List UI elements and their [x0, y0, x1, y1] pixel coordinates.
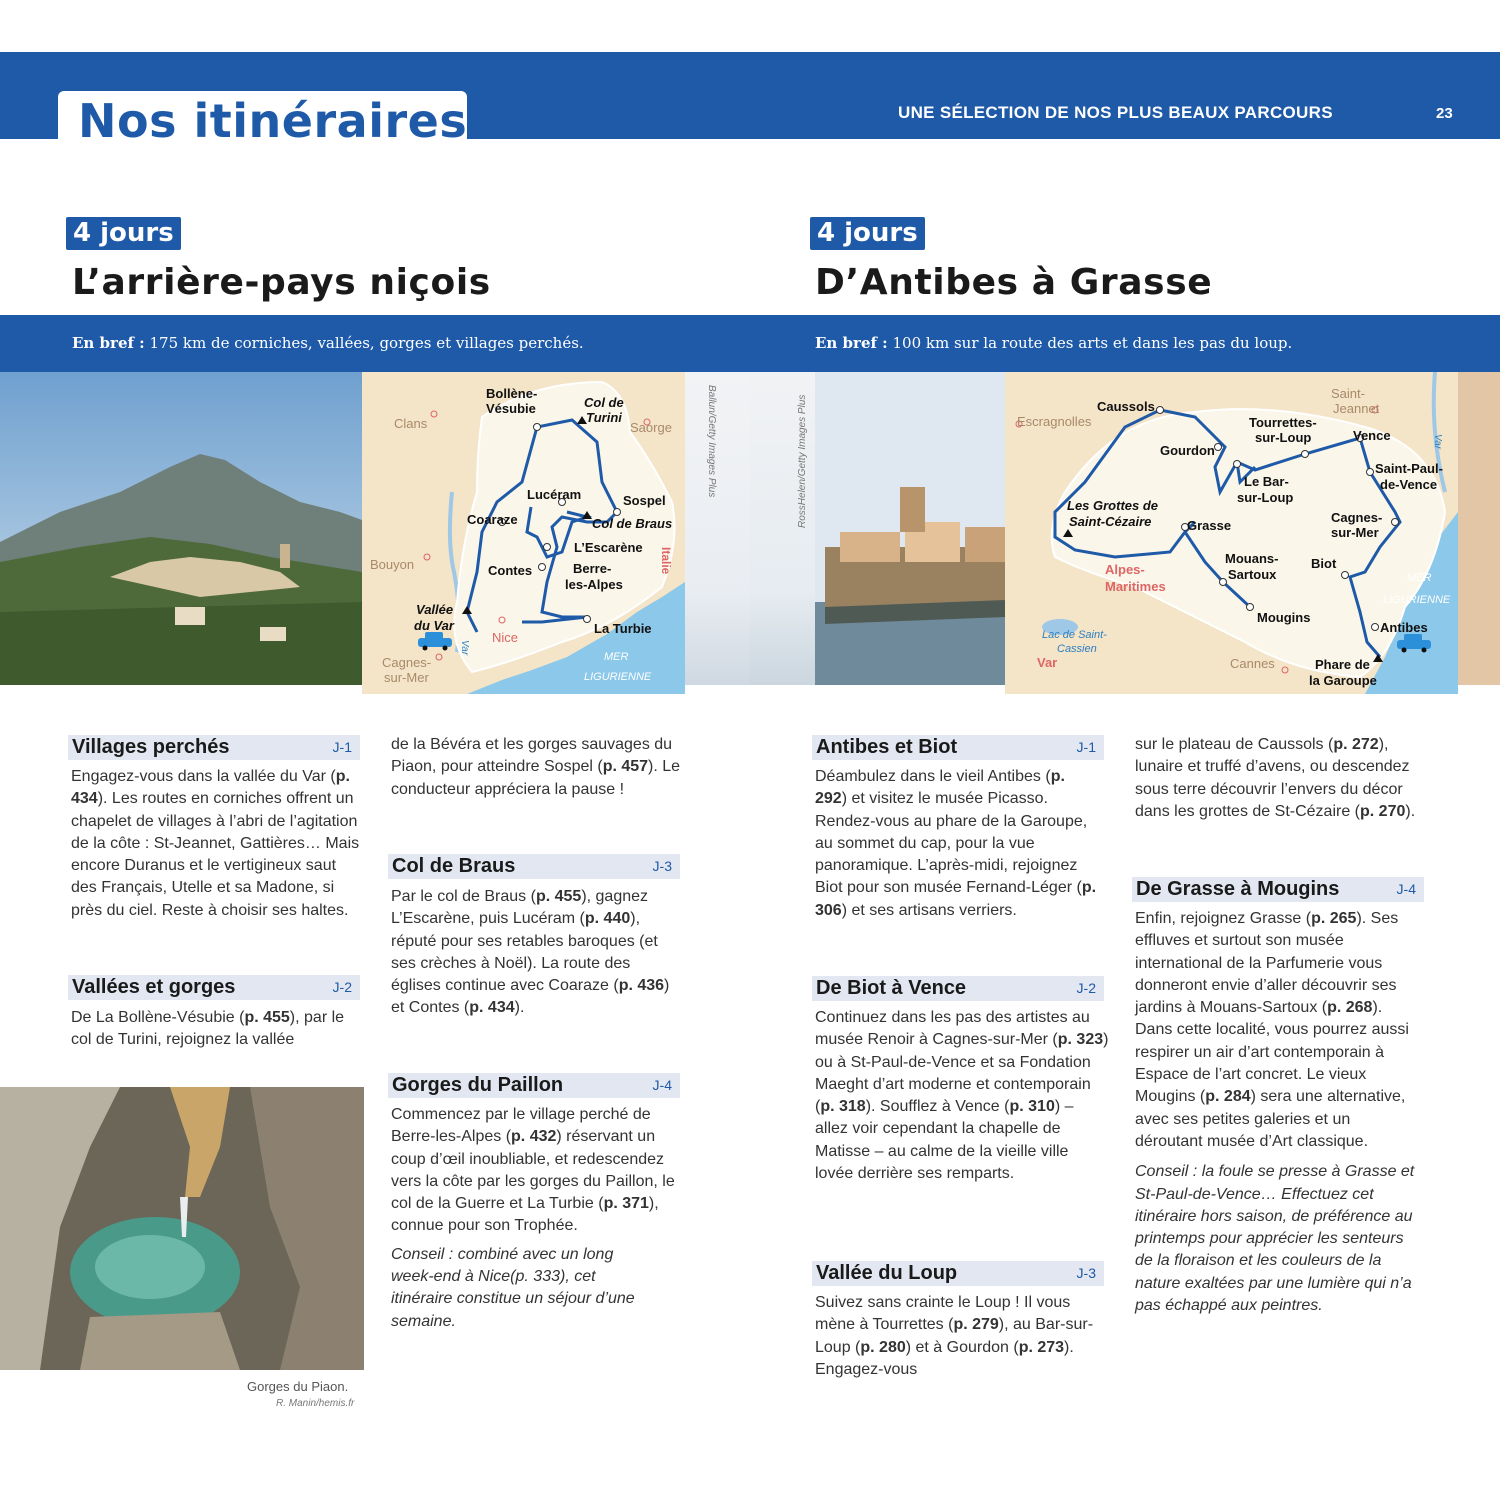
- map-label: Vence: [1353, 428, 1391, 443]
- day-title: Vallée du Loup: [816, 1262, 958, 1284]
- map-label: Mougins: [1257, 610, 1311, 625]
- day-title: Vallées et gorges: [72, 976, 236, 998]
- day-number: J-4: [652, 1077, 672, 1093]
- brief-bar: [752, 315, 1500, 372]
- photo-caption: Gorges du Piaon.: [247, 1379, 349, 1394]
- day-number: J-3: [652, 858, 672, 874]
- day-heading: [388, 854, 680, 879]
- day-title: Antibes et Biot: [816, 736, 958, 758]
- route-map: [1005, 372, 1458, 694]
- day-number: J-1: [1076, 739, 1096, 755]
- map-label: Jeannet: [1333, 401, 1380, 416]
- map-label: Biot: [1311, 556, 1337, 571]
- day-number: J-4: [1396, 881, 1416, 897]
- day-heading: [812, 735, 1104, 760]
- header-subtitle: UNE SÉLECTION DE NOS PLUS BEAUX PARCOURS: [898, 103, 1333, 122]
- day-heading: [812, 976, 1104, 1001]
- map-label: La Turbie: [594, 621, 652, 636]
- day-number: J-1: [332, 739, 352, 755]
- map-label: Cagnes-: [1331, 510, 1383, 525]
- map-label: Italie: [659, 547, 673, 575]
- photo-edge: [1458, 372, 1500, 685]
- map-label: Clans: [394, 416, 428, 431]
- map-label: Saint-: [1331, 386, 1365, 401]
- map-label: sur-Loup: [1237, 490, 1294, 505]
- map-label: la Garoupe: [1309, 673, 1377, 688]
- map-label: Saint-Paul-: [1375, 461, 1443, 476]
- map-label: Nice: [492, 630, 519, 645]
- map-label: Berre-: [573, 561, 612, 576]
- day-heading: [1132, 877, 1424, 902]
- map-label: Escragnolles: [1017, 414, 1092, 429]
- day-heading: [812, 1261, 1104, 1286]
- map-label: Saorge: [630, 420, 672, 435]
- tip-text: Conseil : la foule se presse à Grasse et St-Paul-de-Vence… Effectuez cet itinéraire hors saison, de préférence au printemps pour apprécier les senteurs de la floraison et les couleurs de la nature exaltées par une lumière qui n’a pas échappé aux peintres.: [1135, 1163, 1415, 1315]
- day-number: J-2: [1076, 980, 1096, 996]
- day-text: Enfin, rejoignez Grasse (p. 265). Ses effluves et surtout son musée international de la Parfumerie vous donneront envie d’aller découvrir ses jardins à Mouans-Sartoux (p. 268). Dans cette localité, vous pourrez aussi respirer un air d’art contemporain à Espace de l’art concret. Le vieux Mougins (p. 284) sera une alternative, avec ses petites galeries et un déroutant musée d’Art classique. Conseil : la foule se presse à Grasse et St-Paul-de-Vence… Effectuez cet itinéraire hors saison, de préférence au printemps pour apprécier les senteurs de la floraison et les couleurs de la nature exaltées par une lumière qui n’a pas échappé aux peintres.: [1135, 908, 1420, 1317]
- map-label: Cannes: [1230, 656, 1275, 671]
- map-label: Cassien: [1057, 643, 1097, 655]
- day-number: J-2: [332, 979, 352, 995]
- day-text: De La Bollène-Vésubie (p. 455), par le col de Turini, rejoignez la vallée: [71, 1009, 345, 1049]
- brief-bar: [0, 315, 752, 372]
- photo-credit: R. Manin/hemis.fr: [276, 1398, 355, 1409]
- map-label: LIGURIENNE: [584, 671, 652, 683]
- day-heading: [68, 975, 360, 1000]
- duration-badge: 4 jours: [66, 217, 181, 250]
- day-title: De Grasse à Mougins: [1136, 878, 1340, 900]
- day-text: Engagez-vous dans la vallée du Var (p. 434). Les routes en corniches offrent un chapelet de villages à l’abri de l’agitation de la côte : St-Jeannet, Gattières… Mais encore Duranus et le vertigineux saut des Français, Utelle et sa Madone, si près du ciel. Reste à choisir ses haltes.: [71, 768, 360, 919]
- village-photo: [0, 372, 362, 685]
- photo-credit: RossHelen/Getty Images Plus: [797, 394, 808, 528]
- map-label: Phare de: [1315, 657, 1370, 672]
- day-text: Continuez dans les pas des artistes au musée Renoir à Cagnes-sur-Mer (p. 323) ou à St-Paul-de-Vence et sa Fondation Maeght d’art moderne et contemporain (p. 318). Soufflez à Vence (p. 310) – allez voir cependant la chapelle de Matisse – au calme de la vieille ville lovée derrière ses remparts.: [815, 1009, 1109, 1183]
- day-title: De Biot à Vence: [816, 977, 967, 999]
- day-text: Par le col de Braus (p. 455), gagnez L’Escarène, puis Lucéram (p. 440), réputé pour ses retables baroques (et ses crèches à Noël). La route des églises continue avec Coaraze (p. 436) et Contes (p. 434).: [391, 888, 670, 1017]
- map-label: Vésubie: [486, 401, 536, 416]
- map-label: Mouans-: [1225, 551, 1279, 566]
- map-label: Tourrettes-: [1249, 415, 1317, 430]
- map-label: Lucéram: [527, 487, 582, 502]
- map-label: Les Grottes de: [1067, 498, 1159, 513]
- photo-credit: Ballun/Getty Images Plus: [706, 385, 717, 498]
- page-number: 23: [1436, 105, 1453, 122]
- map-label: du Var: [414, 618, 454, 633]
- map-label: Var: [1037, 655, 1058, 670]
- day-number: J-3: [1076, 1265, 1096, 1281]
- map-label: Var: [459, 640, 470, 656]
- map-label: sur-Loup: [1255, 430, 1312, 445]
- map-label: Antibes: [1380, 620, 1428, 635]
- map-label: Col de Braus: [592, 516, 673, 531]
- map-label: Lac de Saint-: [1042, 629, 1107, 641]
- map-label: Col de: [584, 395, 624, 410]
- day-text: Suivez sans crainte le Loup ! Il vous mène à Tourrettes (p. 279), au Bar-sur-Loup (p. 280) et à Gourdon (p. 273). Engagez-vous: [815, 1294, 1094, 1378]
- brief-text: En bref : 175 km de corniches, vallées, gorges et villages perchés.: [72, 334, 584, 352]
- map-label: Grasse: [1187, 518, 1232, 533]
- map-label: de-Vence: [1380, 477, 1438, 492]
- map-label: Coaraze: [467, 512, 518, 527]
- map-label: les-Alpes: [565, 577, 623, 592]
- gorge-photo: [0, 1087, 364, 1370]
- map-label: Bollène-: [486, 386, 538, 401]
- route-title: L’arrière-pays niçois: [72, 262, 491, 303]
- day-title: Gorges du Paillon: [392, 1074, 564, 1096]
- map-label: Cagnes-: [382, 655, 432, 670]
- map-label: Contes: [488, 563, 533, 578]
- map-label: Alpes-: [1105, 562, 1145, 577]
- map-label: Le Bar-: [1244, 474, 1289, 489]
- day-heading: [388, 1073, 680, 1098]
- map-label: Maritimes: [1105, 579, 1166, 594]
- map-label: Sartoux: [1228, 567, 1277, 582]
- day-text-continued: de la Bévéra et les gorges sauvages du Piaon, pour atteindre Sospel (p. 457). Le conducteur appréciera la pause !: [391, 736, 681, 798]
- map-label: Caussols: [1097, 399, 1155, 414]
- tip-text: Conseil : combiné avec un long week-end à Nice(p. 333), cet itinéraire constitue un séjour d’une semaine.: [391, 1245, 635, 1330]
- route-map: [362, 372, 685, 694]
- map-label: sur-Mer: [1331, 525, 1379, 540]
- antibes-photo: [815, 372, 1005, 685]
- day-title: Villages perchés: [72, 736, 230, 758]
- map-label: Vallée: [416, 602, 454, 617]
- day-text: Déambulez dans le vieil Antibes (p. 292) et visitez le musée Picasso. Rendez-vous au phare de la Garoupe, au sommet du cap, pour la vue panoramique. L’après-midi, rejoignez Biot pour son musée Fernand-Léger (p. 306) et ses artisans verriers.: [815, 768, 1097, 919]
- duration-badge: 4 jours: [810, 217, 925, 250]
- map-label: L’Escarène: [574, 540, 643, 555]
- day-text-continued: sur le plateau de Caussols (p. 272), lunaire et truffé d’avens, ou descendez sous terre découvrir l’envers du décor dans les grottes de St-Cézaire (p. 270).: [1135, 736, 1416, 820]
- map-label: Bouyon: [370, 557, 415, 572]
- brief-text: En bref : 100 km sur la route des arts et dans les pas du loup.: [815, 334, 1293, 352]
- map-label: Gourdon: [1160, 443, 1215, 458]
- map-label: Turini: [586, 410, 622, 425]
- map-label: MER: [604, 651, 629, 663]
- route-title: D’Antibes à Grasse: [815, 262, 1213, 303]
- map-label: sur-Mer: [384, 670, 429, 685]
- section-title-tab: [58, 91, 467, 151]
- day-heading: [68, 735, 360, 760]
- map-label: Var: [1432, 434, 1443, 450]
- day-title: Col de Braus: [392, 855, 516, 877]
- photo-edge: [685, 372, 750, 685]
- day-text: Commencez par le village perché de Berre-les-Alpes (p. 432) réservant un coup d’œil inoubliable, et redescendez vers la côte par les gorges du Paillon, le col de la Guerre et La Turbie (p. 371), connue pour son Trophée. Conseil : combiné avec un long week-end à Nice(p. 333), cet itinéraire constitue un séjour d’une semaine.: [391, 1104, 689, 1333]
- section-title: Nos itinéraires: [78, 94, 468, 148]
- map-label: LIGURIENNE: [1383, 594, 1451, 606]
- map-label: Saint-Cézaire: [1069, 514, 1152, 529]
- map-label: Sospel: [623, 493, 666, 508]
- map-label: MER: [1407, 572, 1432, 584]
